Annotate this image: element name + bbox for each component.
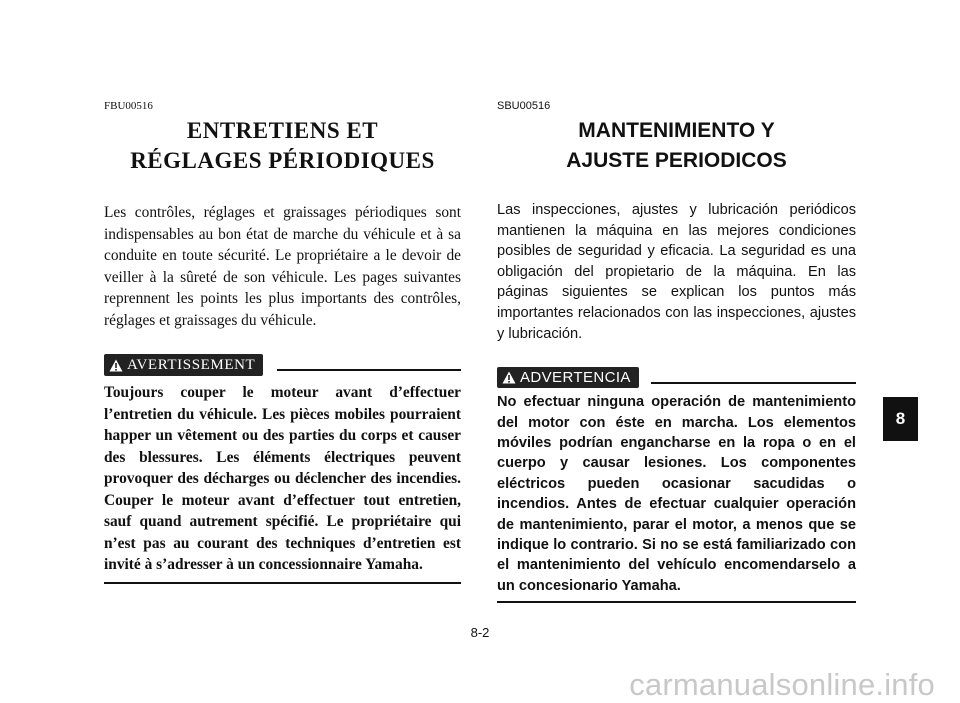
title-line-1: ENTRETIENS ET	[186, 118, 379, 143]
warning-rule	[277, 369, 461, 371]
intro-paragraph: Les contrôles, réglages et graissages périodiques sont indispensables au bon état de marche du véhicule et à sa conduite en toute sécurité. Le propriétaire a le devoir de veiller à la sûreté de son véhicule. Les pages suivantes reprennent les points les plus importants des contrôles, réglages et graissages du véhicule.	[104, 204, 461, 329]
french-column	[104, 100, 461, 584]
section-tab: 8	[883, 397, 918, 441]
spanish-column	[497, 100, 856, 603]
section-code: SBU00516	[497, 100, 551, 112]
warning-end-rule	[497, 601, 856, 603]
warning-text: Toujours couper le moteur avant d’effectuer l’entretien du véhicule. Les pièces mobiles pourraient happer un vêtement ou des parties du corps et causer des blessures. Les éléments électriques peuvent provoquer des décharges ou déclencher des incendies. Couper le moteur avant d’effectuer tout entretien, sauf quand autrement spécifié. Le propriétaire qui n’est pas au courant des techniques d’entretien est invité à s’adresser à un concessionnaire Yamaha.	[104, 384, 461, 573]
warning-text: No efectuar ninguna operación de mantenimiento del motor con éste en marcha. Los elementos móviles podrían engancharse en la ropa o en el cuerpo y causar lesiones. Los componentes eléctricos pueden ocasionar sacudidas o incendios. Antes de efectuar cualquier operación de mantenimiento, parar el motor, a menos que se indique lo contrario. Si no se está familiarizado con el mantenimiento del vehículo encomendarselo a un concesionario Yamaha.	[497, 394, 856, 594]
warning-label: ADVERTENCIA	[520, 369, 631, 387]
title-line-2: AJUSTE PERIODICOS	[566, 149, 787, 172]
warning-triangle-icon	[502, 371, 516, 384]
warning-badge	[104, 354, 263, 376]
section-code: FBU00516	[104, 100, 153, 112]
warning-header	[497, 367, 856, 388]
warning-rule	[651, 382, 856, 384]
title-line-1: MANTENIMIENTO Y	[578, 119, 775, 142]
warning-label: AVERTISSEMENT	[127, 356, 256, 373]
warning-triangle-icon	[109, 359, 123, 372]
title-line-2: RÉGLAGES PÉRIODIQUES	[130, 148, 435, 173]
section-title	[497, 116, 856, 176]
section-title	[104, 116, 461, 176]
warning-end-rule	[104, 582, 461, 584]
warning-badge	[497, 367, 639, 388]
intro-paragraph: Las inspecciones, ajustes y lubricación periódicos mantienen la máquina en las mejores condiciones posibles de seguridad y eficacia. La seguridad es una obligación del propietario de la máquina. En las páginas siguientes se explican los puntos más importantes relacionados con las inspecciones, ajustes y lubricación.	[497, 202, 856, 342]
page-number: 8-2	[470, 625, 490, 640]
watermark: carmanualsonline.info	[629, 667, 935, 702]
warning-header	[104, 354, 461, 376]
